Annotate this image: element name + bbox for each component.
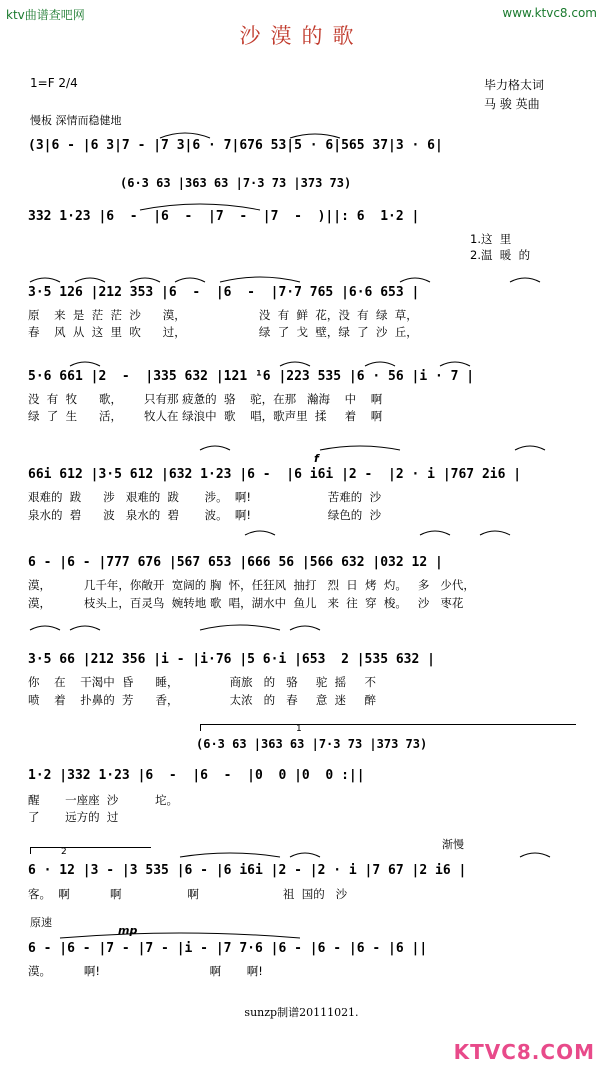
volta-2-label: 2 xyxy=(61,847,67,857)
notation-line-12: 6 - |6 - |7 - |7 - |i - |7 7·6 |6 - |6 - |6 - |6 || xyxy=(28,941,428,956)
lyric-line-6-verse-1: 艰难的 跋 涉 艰难的 跋 涉。 啊! 苦难的 沙 xyxy=(28,490,382,504)
second-ending-bracket xyxy=(30,847,151,857)
lyric-line-10-verse-2: 了 远方的 过 xyxy=(28,810,119,824)
notation-line-5: 5·6 661 |2 - |335 632 |121 ¹6 |223 535 |6 · 56 |i · 7 | xyxy=(28,369,475,384)
first-ending-bracket xyxy=(200,724,576,734)
notation-line-10: 1·2 |332 1·23 |6 - |6 - |0 0 |0 0 :|| xyxy=(28,768,365,783)
dynamic-forte: f xyxy=(314,452,319,465)
volta-1-label: 1 xyxy=(296,724,302,734)
notation-line-9: (6·3 63 |363 63 |7·3 73 |373 73) xyxy=(196,737,435,751)
notation-line-4: 3·5 126 |212 353 |6 - |6 - |7·7 765 |6·6 653 | xyxy=(28,285,420,300)
key-signature: 1=F 2/4 xyxy=(30,76,78,90)
lyric-v1-intro: 1.这 里 xyxy=(470,232,512,246)
ritardando-marking: 渐慢 xyxy=(442,838,464,851)
lyric-line-11: 客。 啊 啊 啊 祖 国的 沙 xyxy=(28,887,348,901)
notation-line-11: 6 · 12 |3 - |3 535 |6 - |6 i6i |2 - |2 · i |7 67 |2 i6 | xyxy=(28,863,467,878)
song-title: 沙漠的歌 xyxy=(239,24,364,48)
lyric-line-8-verse-1: 你 在 干渴中 昏 睡， 商旅 的 骆 驼 摇 不 xyxy=(28,675,376,689)
notation-line-7: 6 - |6 - |777 676 |567 653 |666 56 |566 632 |032 12 | xyxy=(28,555,443,570)
notation-line-8: 3·5 66 |212 356 |i - |i·76 |5 6·i |653 2 |535 632 | xyxy=(28,652,435,667)
tempo-marking: 慢板 深情而稳健地 xyxy=(30,114,122,127)
composer-credit: 马 骏 英曲 xyxy=(484,97,540,111)
lyric-line-10-verse-1: 醒 一座座 沙 坨。 xyxy=(28,793,178,807)
notation-line-6: 66i 612 |3·5 612 |632 1·23 |6 - |6 i6i |2 - |2 · i |767 2i6 | xyxy=(28,467,522,482)
a-tempo-marking: 原速 xyxy=(30,916,52,929)
lyric-line-8-verse-2: 喷 着 扑鼻的 芳 香， 太浓 的 春 意 迷 醉 xyxy=(28,693,376,707)
notation-line-3: 332 1·23 |6 - |6 - |7 - |7 - )||: 6 1·2 | xyxy=(28,209,420,224)
dynamic-mezzo-piano: mp xyxy=(118,924,138,937)
lyric-line-5-verse-1: 没 有 牧 歌， 只有那 疲惫的 骆 驼，在那 瀚海 中 啊 xyxy=(28,392,383,406)
lyric-line-5-verse-2: 绿 了 生 活， 牧人在 绿浪中 歌 唱，歌声里 揉 着 啊 xyxy=(28,409,383,423)
lyric-line-4-verse-2: 春 风 从 这 里 吹 过， 绿 了 戈 壁，绿 了 沙 丘， xyxy=(28,325,418,339)
site-logo[interactable]: KTVC8.COM xyxy=(453,1040,595,1064)
lyric-line-7-verse-2: 漠， 枝头上，百灵鸟 婉转地 歌 唱，湖水中 鱼儿 来 往 穿 梭。 沙 枣花 xyxy=(28,596,464,610)
lyric-v2-intro: 2.温 暖 的 xyxy=(470,248,531,262)
lyric-line-6-verse-2: 泉水的 碧 波 泉水的 碧 波。 啊! 绿色的 沙 xyxy=(28,508,382,522)
notation-line-1: (3|6 - |6 3|7 - |7 3|6 · 7|676 53|5 · 6|565 37|3 · 6| xyxy=(28,138,443,153)
transcriber-credit: sunzp制谱20111021. xyxy=(244,1006,359,1019)
notation-line-2: (6·3 63 |363 63 |7·3 73 |373 73) xyxy=(120,176,352,190)
watermark-left: ktv曲谱查吧网 xyxy=(6,8,85,22)
watermark-right[interactable]: www.ktvc8.com xyxy=(502,6,597,20)
lyric-line-12: 漠。 啊! 啊 啊! xyxy=(28,964,263,978)
lyric-line-7-verse-1: 漠， 几千年，你敞开 宽阔的 胸 怀，任狂风 抽打 烈 日 烤 灼。 多 少代， xyxy=(28,578,475,592)
lyric-line-4-verse-1: 原 来 是 茫 茫 沙 漠， 没 有 鲜 花，没 有 绿 草， xyxy=(28,308,418,322)
lyricist-credit: 毕力格太词 xyxy=(484,78,545,92)
